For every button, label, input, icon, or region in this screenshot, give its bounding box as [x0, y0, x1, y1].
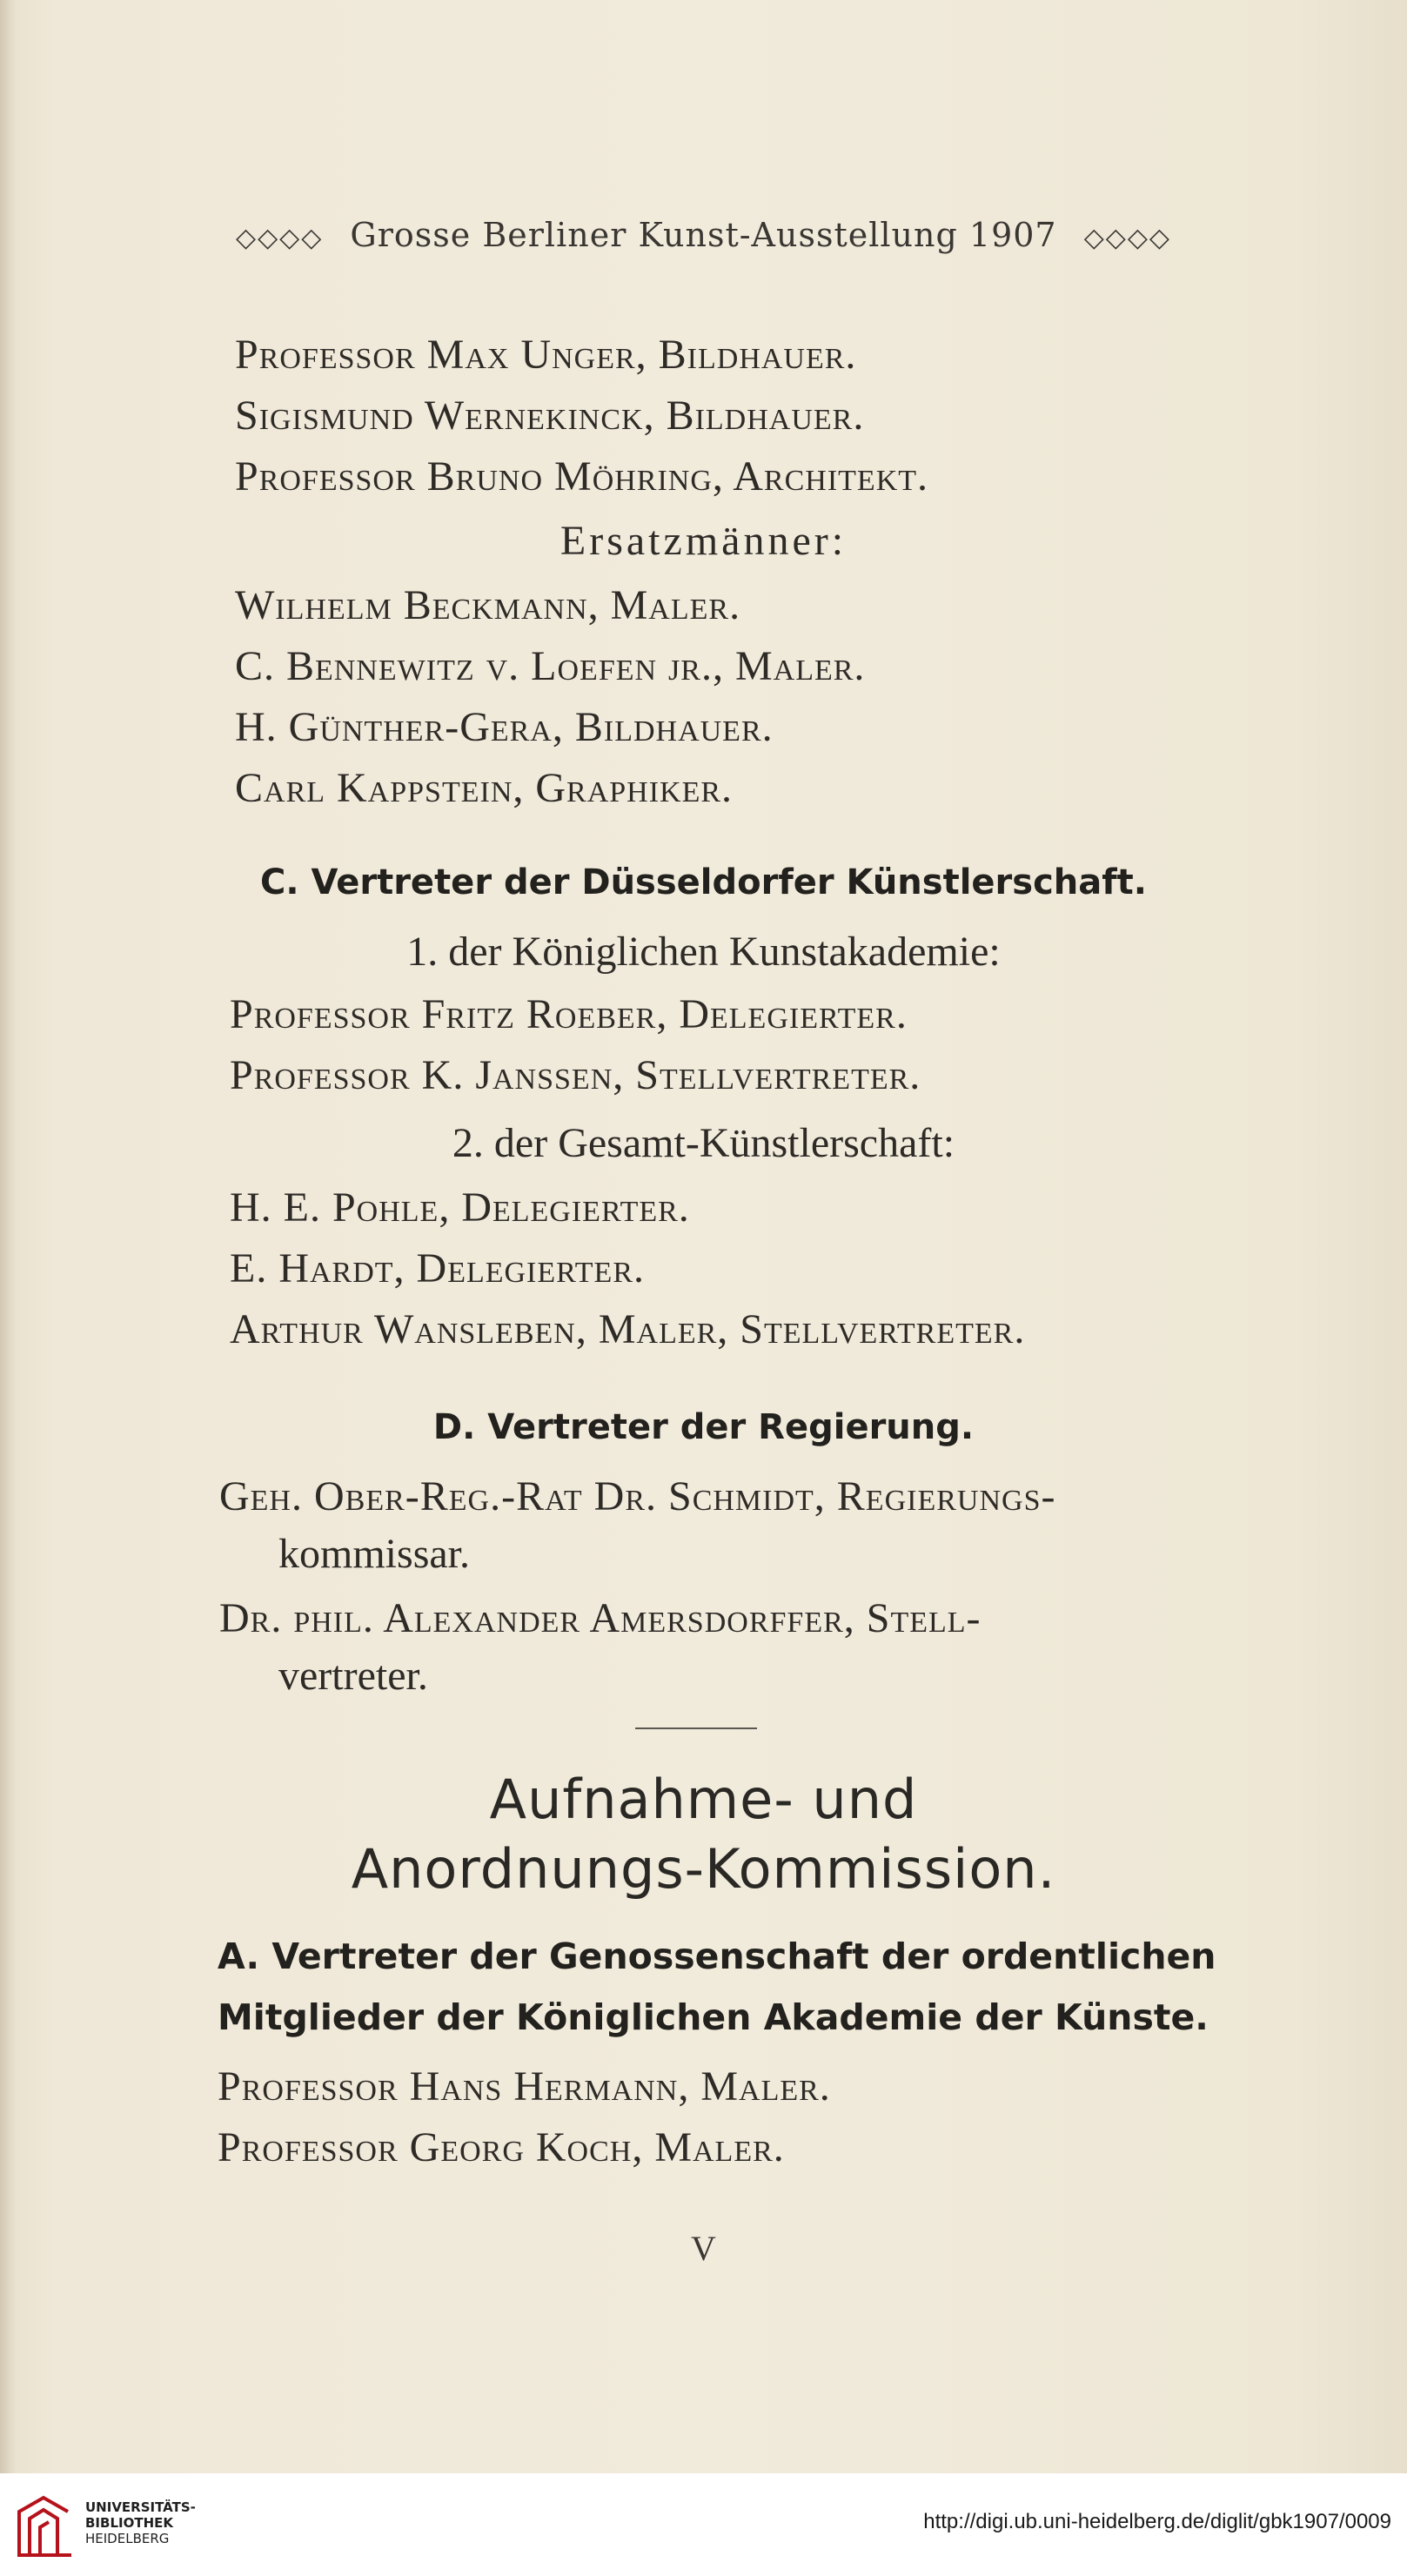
heading-ersatzmaenner: Ersatzmänner: — [559, 518, 848, 564]
entry-kappstein: Carl Kappstein, Graphiker. — [235, 765, 734, 811]
logo-line-3: HEIDELBERG — [85, 2531, 170, 2546]
entry-schmidt-cont: kommissar. — [278, 1531, 471, 1577]
entry-hardt: E. Hardt, Delegierter. — [230, 1245, 646, 1291]
ornament-left: ◇◇◇◇ — [236, 223, 324, 253]
library-logo-icon[interactable] — [14, 2492, 75, 2559]
entry-bennewitz: C. Bennewitz v. Loefen jr., Maler. — [235, 643, 866, 689]
commission-title-2: Anordnungs-Kommission. — [351, 1837, 1056, 1901]
library-logo-text — [85, 2499, 196, 2546]
running-header — [0, 216, 1407, 254]
logo-line-1: UNIVERSITÄTS- — [85, 2499, 196, 2515]
page-number: V — [691, 2229, 716, 2268]
entry-georg-koch: Professor Georg Koch, Maler. — [218, 2124, 785, 2170]
running-header-title: Grosse Berliner Kunst-Ausstellung 1907 — [350, 216, 1057, 254]
section-divider — [635, 1727, 757, 1729]
entry-amersdorffer: Dr. phil. Alexander Amersdorffer, Stell- — [219, 1595, 982, 1641]
section-heading-a-1: A. Vertreter der Genossenschaft der ordentlichen — [218, 1935, 1216, 1977]
entry-wansleben: Arthur Wansleben, Maler, Stellvertreter. — [230, 1306, 1026, 1352]
entry-pohle: H. E. Pohle, Delegierter. — [230, 1184, 690, 1231]
entry-wernekinck: Sigismund Wernekinck, Bildhauer. — [235, 392, 865, 439]
section-heading-a-2: Mitglieder der Königlichen Akademie der Künste. — [218, 1996, 1209, 2038]
entry-hans-hermann: Professor Hans Hermann, Maler. — [218, 2063, 831, 2110]
entry-roeber: Professor Fritz Roeber, Delegierter. — [230, 991, 908, 1037]
entry-moehring: Professor Bruno Möhring, Architekt. — [235, 453, 929, 500]
entry-beckmann: Wilhelm Beckmann, Maler. — [235, 582, 741, 628]
section-heading-d: D. Vertreter der Regierung. — [432, 1407, 975, 1447]
library-footer — [0, 2473, 1407, 2576]
subheading-kunstakademie: 1. der Königlichen Kunstakademie: — [406, 929, 1001, 975]
entry-guenther-gera: H. Günther-Gera, Bildhauer. — [235, 704, 774, 750]
ornament-right: ◇◇◇◇ — [1083, 223, 1171, 253]
subheading-gesamt-kuenstlerschaft: 2. der Gesamt-Künstlerschaft: — [452, 1120, 955, 1166]
entry-max-unger: Professor Max Unger, Bildhauer. — [235, 332, 857, 378]
entry-amersdorffer-cont: vertreter. — [278, 1653, 428, 1699]
entry-janssen: Professor K. Janssen, Stellvertreter. — [230, 1052, 921, 1098]
permalink-url[interactable]: http://digi.ub.uni-heidelberg.de/diglit/gbk1907/0009 — [923, 2510, 1391, 2533]
entry-schmidt: Geh. Ober-Reg.-Rat Dr. Schmidt, Regierungs- — [219, 1473, 1056, 1519]
section-heading-c: C. Vertreter der Düsseldorfer Künstlerschaft. — [259, 862, 1147, 902]
commission-title-1: Aufnahme- und — [489, 1768, 918, 1831]
page-edge-shadow — [0, 0, 16, 2473]
logo-line-2: BIBLIOTHEK — [85, 2515, 173, 2531]
